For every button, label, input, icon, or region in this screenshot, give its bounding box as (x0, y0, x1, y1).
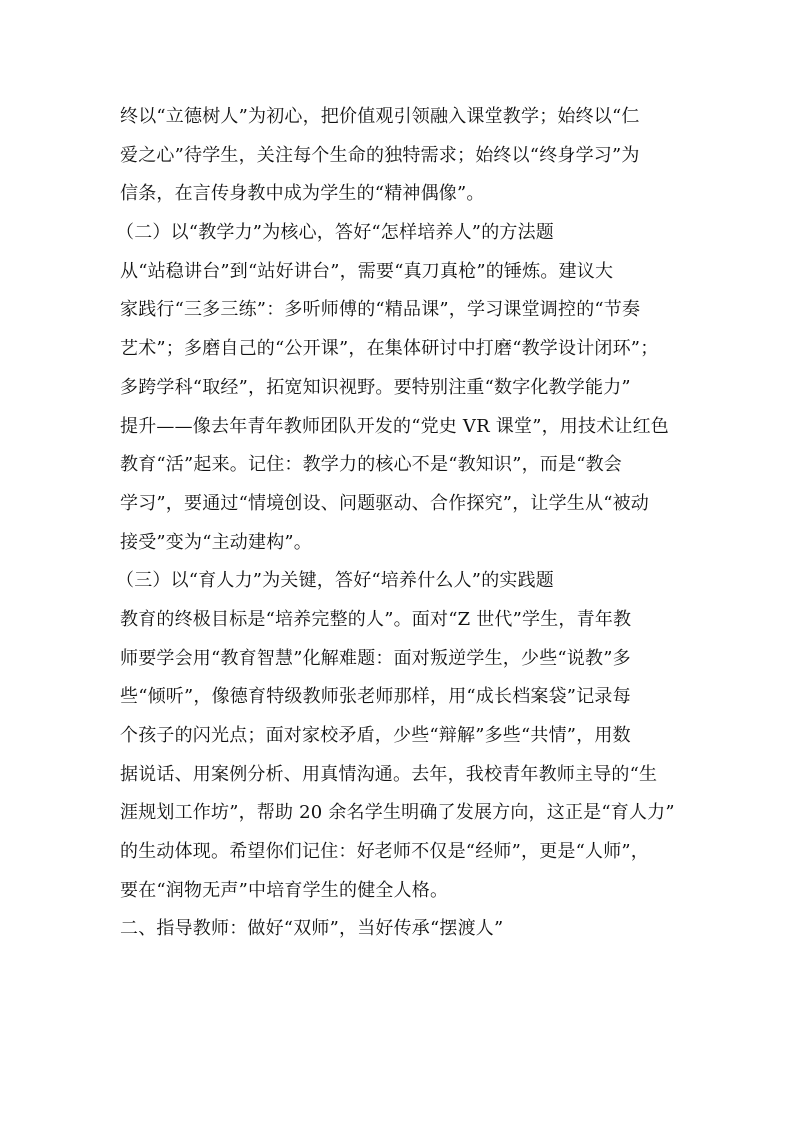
body-text-line: 多跨学科“取经”，拓宽知识视野。要特别注重“数字化教学能力” (120, 376, 631, 398)
body-text-line: 教育的终极目标是“培养完整的人”。面对“Z 世代”学生，青年教 (120, 608, 632, 630)
body-text-line: 爱之心”待学生，关注每个生命的独特需求；始终以“终身学习”为 (120, 144, 640, 166)
section-heading-two: （二）以“教学力”为核心，答好“怎样培养人”的方法题 (116, 222, 555, 244)
body-text-line: 接受”变为“主动建构”。 (120, 531, 313, 553)
body-text-line: 据说话、用案例分析、用真情沟通。去年，我校青年教师主导的“生 (120, 763, 658, 785)
section-heading-three: （三）以“育人力”为关键，答好“培养什么人”的实践题 (116, 570, 555, 592)
body-text-line: 学习”，要通过“情境创设、问题驱动、合作探究”，让学生从“被动 (120, 492, 650, 514)
section-heading-guide-teacher: 二、指导教师：做好“双师”，当好传承“摆渡人” (120, 918, 504, 940)
body-text-line: 从“站稳讲台”到“站好讲台”，需要“真刀真枪”的锤炼。建议大 (120, 260, 614, 282)
body-text-line: 师要学会用“教育智慧”化解难题：面对叛逆学生，少些“说教”多 (120, 647, 631, 669)
body-text-line: 信条，在言传身教中成为学生的“精神偶像”。 (120, 183, 485, 205)
body-text-line: 教育“活”起来。记住：教学力的核心不是“教知识”，而是“教会 (120, 454, 623, 476)
body-text-line: 些“倾听”，像德育特级教师张老师那样，用“成长档案袋”记录每 (120, 686, 631, 708)
body-text-line: 的生动体现。希望你们记住：好老师不仅是“经师”，更是“人师”， (120, 841, 650, 863)
document-body (116, 98, 680, 949)
body-text-line: 涯规划工作坊”，帮助 20 余名学生明确了发展方向，这正是“育人力” (120, 802, 675, 824)
body-text-line: 家践行“三多三练”：多听师傅的“精品课”，学习课堂调控的“节奏 (120, 299, 641, 321)
body-text-line: 终以“立德树人”为初心，把价值观引领融入课堂教学；始终以“仁 (120, 106, 640, 127)
body-text-line: 提升——像去年青年教师团队开发的“党史 VR 课堂”，用技术让红色 (120, 415, 669, 437)
body-text-line: 个孩子的闪光点；面对家校矛盾，少些“辩解”多些“共情”，用数 (120, 725, 631, 746)
body-text-line: 艺术”；多磨自己的“公开课”，在集体研讨中打磨“教学设计闭环”； (120, 338, 659, 360)
body-text-line: 要在“润物无声”中培育学生的健全人格。 (120, 879, 449, 901)
